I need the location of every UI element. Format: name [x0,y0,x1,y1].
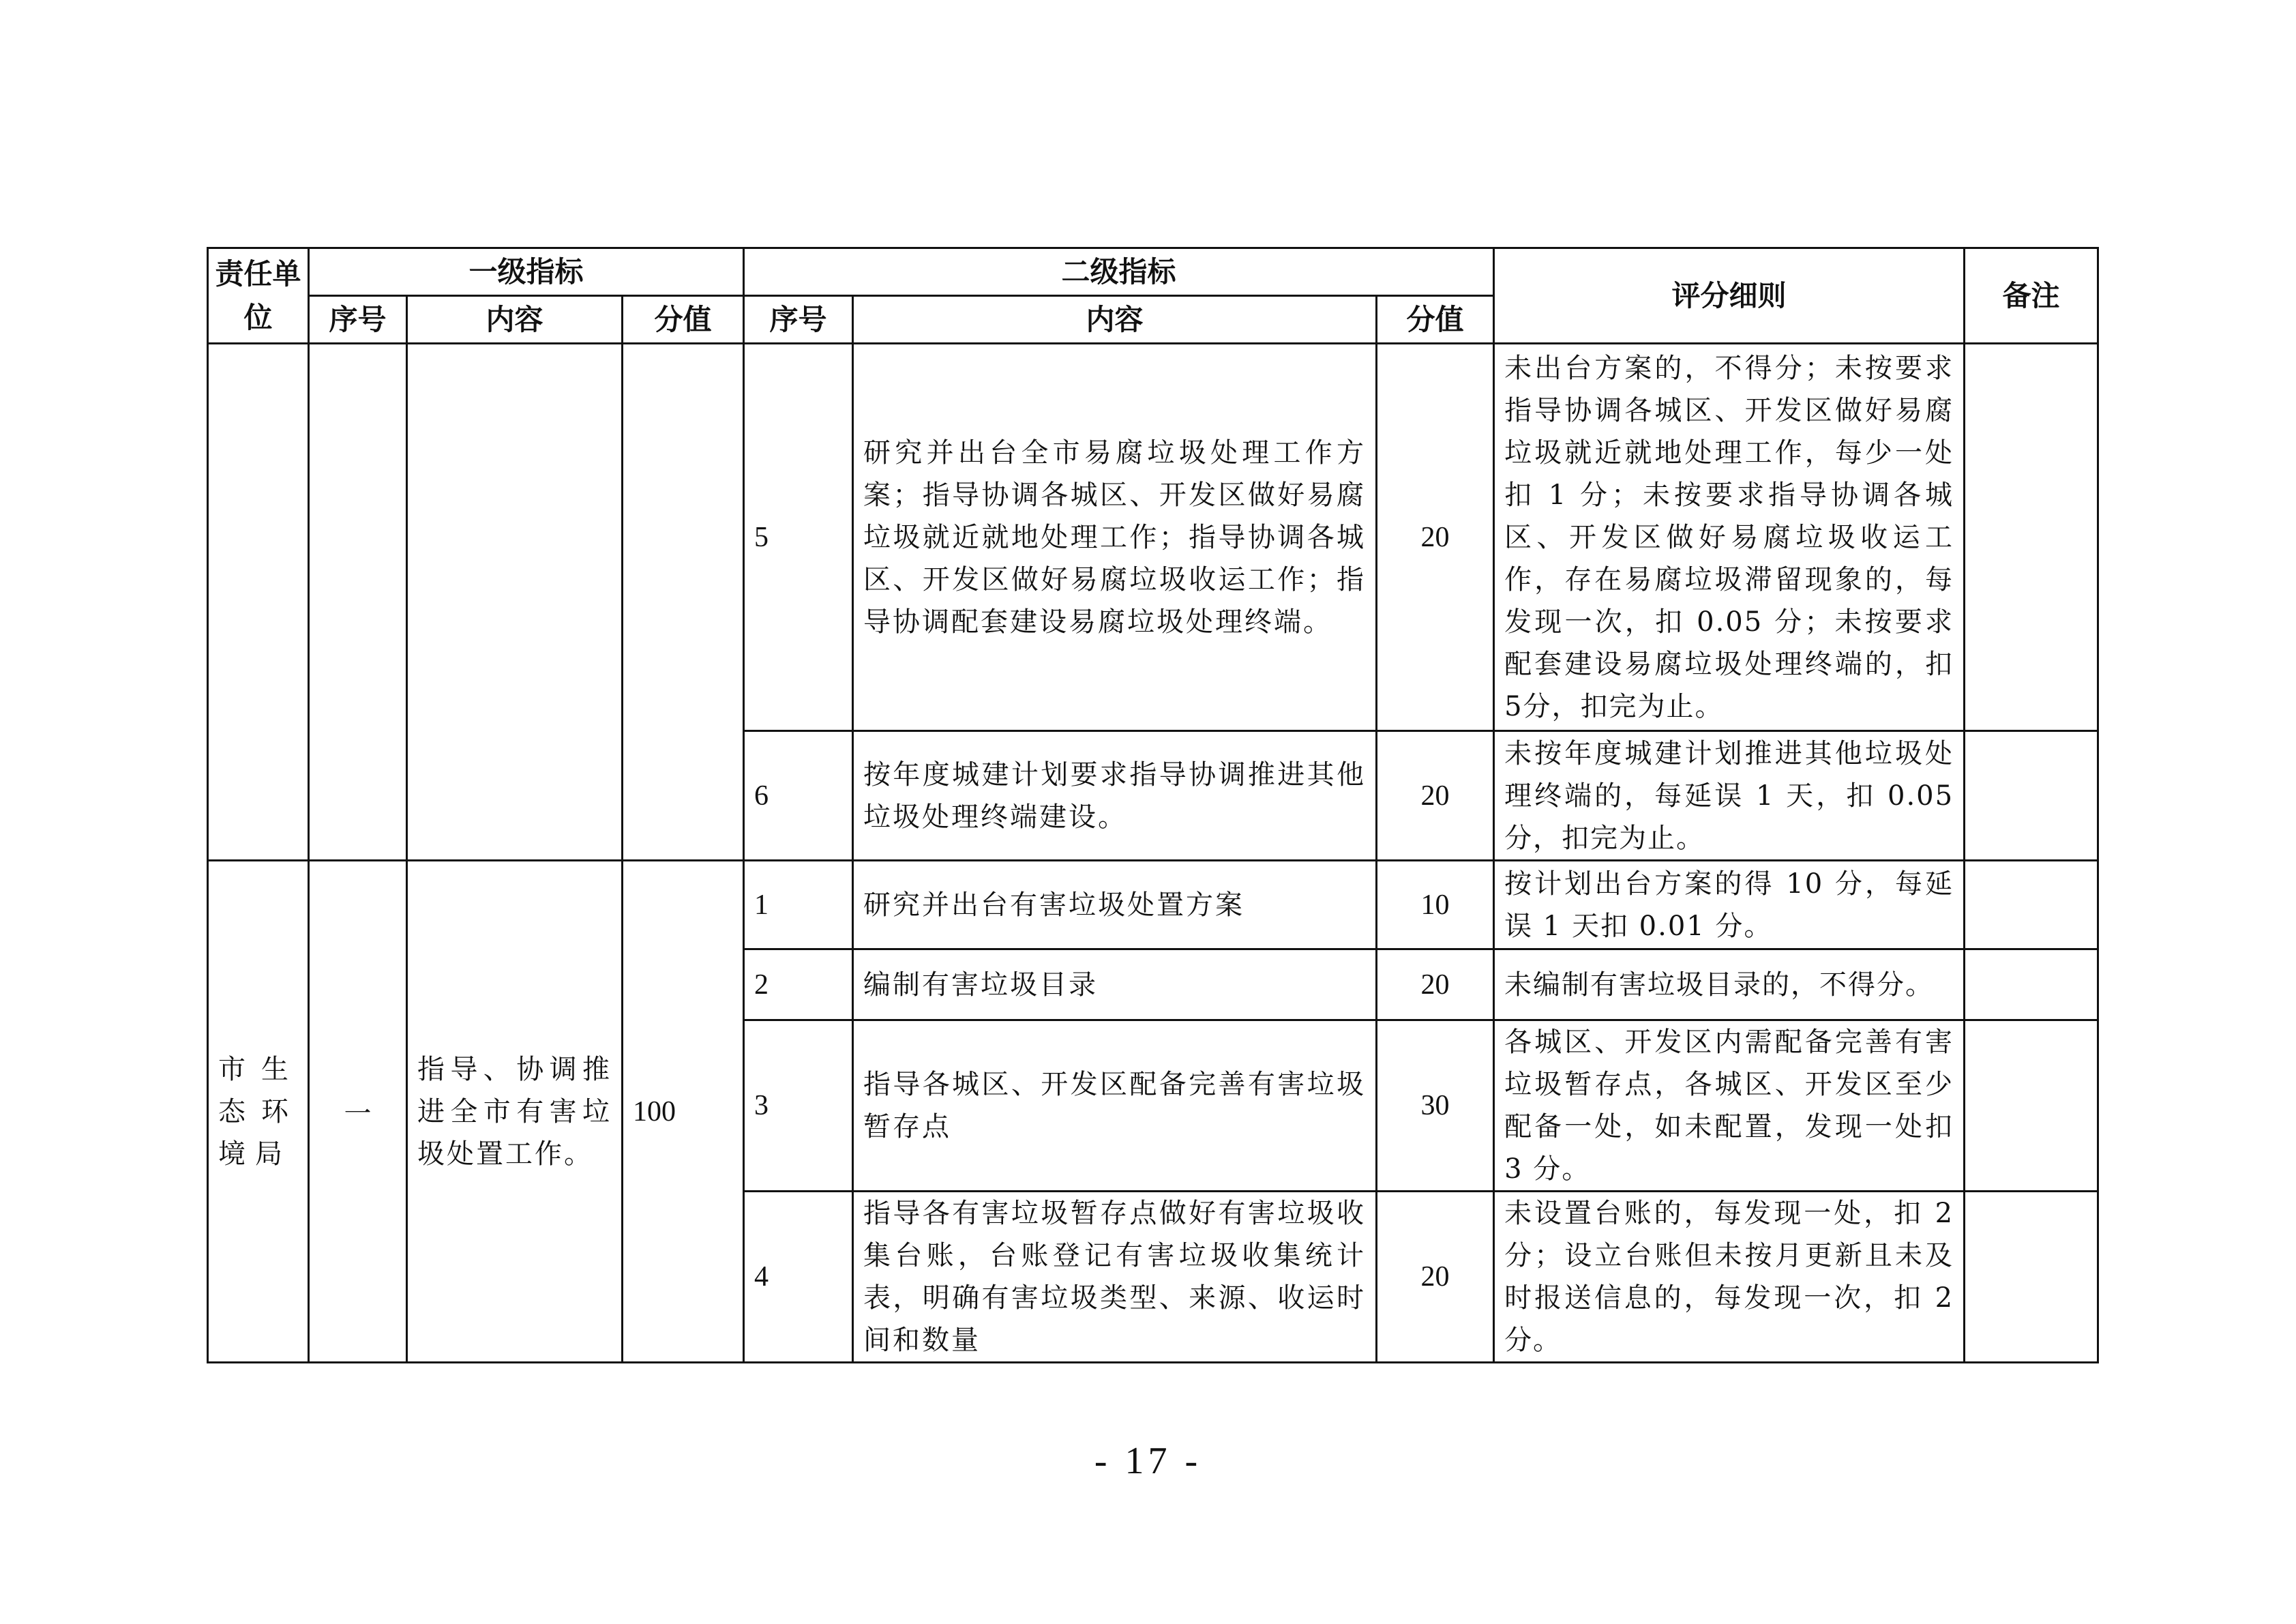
level2-score: 20 [1377,344,1494,731]
level2-seq: 4 [744,1192,853,1363]
header-level2: 二级指标 [744,248,1494,296]
evaluation-table [207,247,2099,1363]
level2-seq: 2 [744,949,853,1020]
level2-content: 研究并出台有害垃圾处置方案 [853,861,1377,949]
level1-score: 100 [623,861,744,1363]
header-level1: 一级指标 [309,248,744,296]
responsible-unit: 市生态环境局 [208,861,309,1363]
level1-content: 指导、协调推进全市有害垃圾处置工作。 [407,861,623,1363]
level2-content: 编制有害垃圾目录 [853,949,1377,1020]
remarks-cell [1965,949,2098,1020]
level1-content-cell-empty [407,344,623,861]
level2-content: 指导各有害垃圾暂存点做好有害垃圾收集台账，台账登记有害垃圾收集统计表，明确有害垃圾类型、来源、收运时间和数量 [853,1192,1377,1363]
header-level1-score: 分值 [623,296,744,344]
header-level2-score: 分值 [1377,296,1494,344]
level2-score: 20 [1377,731,1494,861]
header-criteria: 评分细则 [1494,248,1965,344]
level2-content: 研究并出台全市易腐垃圾处理工作方案；指导协调各城区、开发区做好易腐垃圾就近就地处理工作；指导协调各城区、开发区做好易腐垃圾收运工作；指导协调配套建设易腐垃圾处理终端。 [853,344,1377,731]
header-remarks: 备注 [1965,248,2098,344]
remarks-cell [1965,861,2098,949]
criteria-text: 未编制有害垃圾目录的，不得分。 [1494,949,1965,1020]
remarks-cell [1965,344,2098,731]
header-level1-seq: 序号 [309,296,407,344]
level2-score: 10 [1377,861,1494,949]
level2-score: 20 [1377,1192,1494,1363]
level2-seq: 1 [744,861,853,949]
header-level2-content: 内容 [853,296,1377,344]
remarks-cell [1965,731,2098,861]
criteria-text: 未出台方案的，不得分；未按要求指导协调各城区、开发区做好易腐垃圾就近就地处理工作，每少一处扣 1 分；未按要求指导协调各城区、开发区做好易腐垃圾收运工作，存在易腐垃圾滞留现象的，每发现一次，扣 0.05 分；未按要求配套建设易腐垃圾处理终端的，扣 5分，扣完为止。 [1494,344,1965,731]
level1-seq: 一 [309,861,407,1363]
table-row [208,861,2098,949]
level2-seq: 6 [744,731,853,861]
level2-score: 30 [1377,1020,1494,1192]
header-level2-seq: 序号 [744,296,853,344]
page-number: - 17 - [1094,1440,1202,1482]
header-level1-content: 内容 [407,296,623,344]
criteria-text: 按计划出台方案的得 10 分，每延误 1 天扣 0.01 分。 [1494,861,1965,949]
level2-content: 按年度城建计划要求指导协调推进其他垃圾处理终端建设。 [853,731,1377,861]
header-row-1 [208,248,2098,296]
level1-score-cell-empty [623,344,744,861]
criteria-text: 各城区、开发区内需配备完善有害垃圾暂存点，各城区、开发区至少配备一处，如未配置，发现一处扣 3 分。 [1494,1020,1965,1192]
level2-seq: 3 [744,1020,853,1192]
unit-cell-empty [208,344,309,861]
criteria-text: 未设置台账的，每发现一处，扣 2 分；设立台账但未按月更新且未及时报送信息的，每发现一次，扣 2 分。 [1494,1192,1965,1363]
table-row [208,344,2098,731]
remarks-cell [1965,1192,2098,1363]
level1-seq-cell-empty [309,344,407,861]
level2-content: 指导各城区、开发区配备完善有害垃圾暂存点 [853,1020,1377,1192]
header-unit: 责任单位 [208,248,309,344]
remarks-cell [1965,1020,2098,1192]
level2-seq: 5 [744,344,853,731]
criteria-text: 未按年度城建计划推进其他垃圾处理终端的，每延误 1 天，扣 0.05 分，扣完为止。 [1494,731,1965,861]
level2-score: 20 [1377,949,1494,1020]
